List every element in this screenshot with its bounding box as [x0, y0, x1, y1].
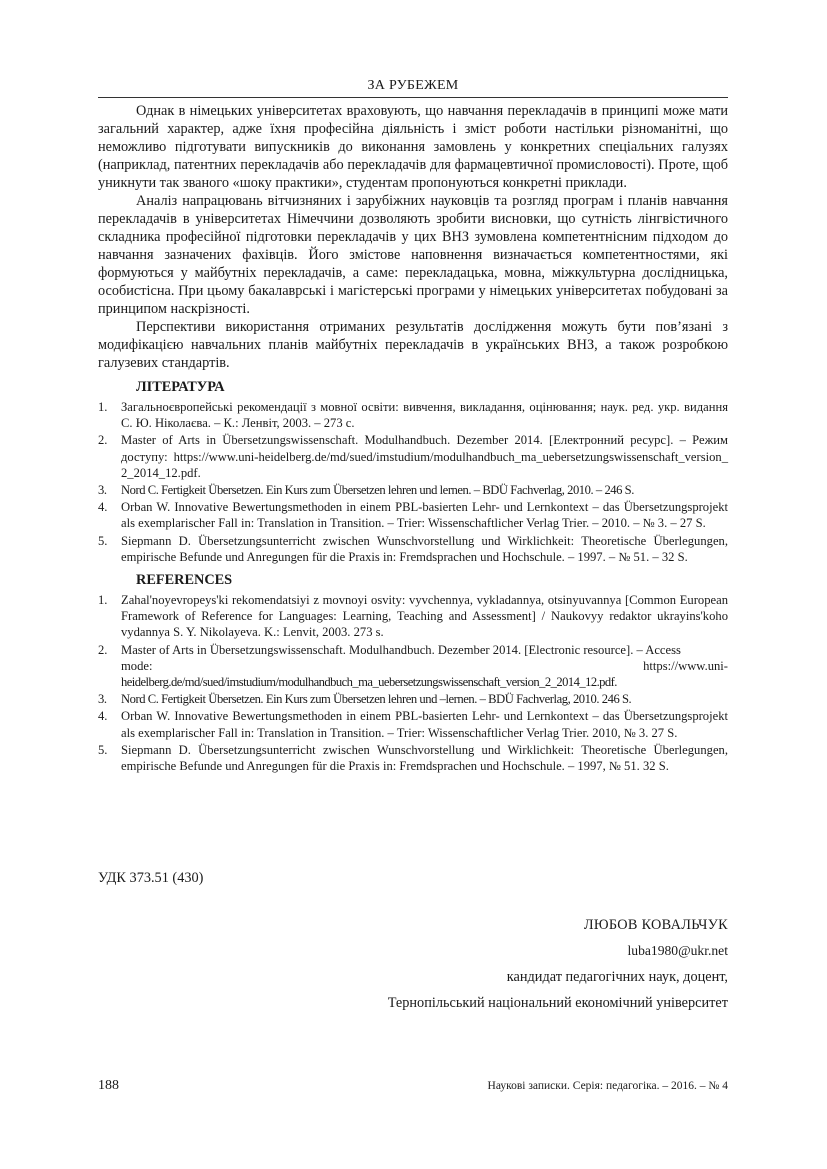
item-text: Master of Arts in Übersetzungswissenschaft. Modulhandbuch. Dezember 2014. [Electronic resource]. – Access: [121, 642, 681, 657]
item-text: Siepmann D. Übersetzungsunterricht zwischen Wunschvorstellung und Wirklichkeit: Theoretische Überlegungen, empirische Befunde und Anregungen für die Praxis in: Fremdsprachen und Hochschule. – 1997. – № 51. – 32 S.: [121, 533, 728, 564]
literature-title: ЛІТЕРАТУРА: [136, 379, 225, 395]
item-number: 3.: [98, 483, 107, 498]
item-text: Siepmann D. Übersetzungsunterricht zwischen Wunschvorstellung und Wirklichkeit: Theoretische Überlegungen, empirische Befunde und Anregungen für die Praxis in: Fremdsprachen und Hochschule. – 1997, № 51. 32 S.: [121, 742, 728, 774]
item-number: 5.: [98, 533, 108, 548]
author-degree: кандидат педагогічних наук, доцент,: [506, 969, 728, 985]
reference-item: [98, 708, 728, 740]
item-url[interactable]: https://www.uni-heidelberg.de/md/sued/imstudium/modulhandbuch_ma_uebersetzungswissenschaft_version_2_2014_12.pdf.: [121, 449, 728, 480]
reference-item: [98, 742, 728, 774]
item-number: 4.: [98, 500, 108, 515]
udc-code: УДК 373.51 (430): [98, 870, 204, 886]
literature-item: [98, 482, 728, 498]
reference-item: [98, 691, 728, 707]
page-content: [98, 76, 728, 775]
item-text: Zahal'noyevropeys'ki rekomendatsiyi z movnoyi osvity: vyvchennya, vykladannya, otsinyuvannya [Common European Framework of Reference for Languages: Learning, Teaching and Assessment] / Naukovyy redaktor ukrayins'koho vydannya S. Y. Nikolayeva. K.: Lenvit, 2003. 273 s.: [121, 593, 728, 640]
paragraph: Аналіз напрацювань вітчизняних і зарубіжних науковців та розгляд програм і планів навчання перекладачів в університетах Німеччини дозволяють зробити висновки, що сутність лінгвістичного складника професійної підготовки перекладачів у цих ВНЗ зумовлена компетентнісним підходом до навчання зазначених фахівців. Його змістове наповнення визначається компетентностями, які формуються у майбутніх перекладачів, а саме: перекладацька, мовна, міжкультурна дослідницька, особистісна. При цьому бакалаврські і магістерські програми у німецьких університетах побудовані за принципом наскрізності.: [98, 193, 728, 317]
item-url-start[interactable]: https://www.uni-: [643, 658, 728, 673]
literature-item: [98, 399, 728, 431]
item-number: 2.: [98, 642, 108, 657]
item-text: Orban W. Innovative Bewertungsmethoden in einem PBL-basierten Lehr- und Lernkontext – das Übersetzungsprojekt als exemplarischer Fall in: Translation in Transition. – Trier: Wissenschaftlicher Verlag Trier. 2010, № 3. 27 S.: [121, 709, 728, 740]
reference-item: [98, 642, 728, 691]
item-text: Nord C. Fertigkeit Übersetzen. Ein Kurs zum Übersetzen lehren und lernen. – BDÜ Fachverlag, 2010. – 246 S.: [121, 483, 634, 498]
running-head: ЗА РУБЕЖЕМ: [367, 78, 459, 93]
paragraph: Однак в німецьких університетах враховують, що навчання перекладачів в принципі може мати загальний характер, адже їхня професійна діяльність і зміст роботи настільки різноманітні, що неможливо підготувати випускників до виконання замовлень у конкретних спеціальних галузях (наприклад, патентних перекладачів або перекладачів для фармацевтичної промисловості). Проте, щоб уникнути так званого «шоку практики», студентам пропонуються конкретні приклади.: [98, 103, 728, 191]
paragraph: Перспективи використання отриманих результатів дослідження можуть бути пов’язані з модифікацією навчальних планів майбутніх перекладачів в українських ВНЗ, а також розробкою галузевих стандартів.: [98, 319, 728, 371]
author-block: [388, 912, 728, 1016]
references-title: REFERENCES: [136, 572, 233, 589]
page-number: 188: [98, 1078, 119, 1093]
item-number: 4.: [98, 709, 108, 724]
literature-item: [98, 499, 728, 531]
item-number: 1.: [98, 400, 108, 414]
author-affiliation: Тернопільський національний економічний університет: [387, 995, 728, 1011]
author-name: ЛЮБОВ КОВАЛЬЧУК: [583, 917, 728, 933]
references-list: [98, 592, 728, 774]
reference-item: [98, 592, 728, 641]
item-number: 5.: [98, 742, 108, 757]
item-text: Master of Arts in Übersetzungswissenschaft. Modulhandbuch. Dezember 2014. [Електронний ресурс]. – Режим доступу:: [121, 433, 728, 464]
item-number: 2.: [98, 433, 108, 448]
item-number: 1.: [98, 593, 108, 608]
journal-name: Наукові записки. Серія: педагогіка. – 2016. – № 4: [487, 1080, 728, 1092]
literature-list: [98, 399, 728, 565]
item-text: Nord C. Fertigkeit Übersetzen. Ein Kurs zum Übersetzen lehren und –lernen. – BDÜ Fachverlag, 2010. 246 S.: [121, 692, 632, 707]
literature-item: [98, 533, 728, 565]
literature-item: [98, 432, 728, 481]
access-mode-line: [121, 658, 728, 674]
access-mode-label: mode:: [121, 658, 153, 673]
author-email[interactable]: luba1980@ukr.net: [627, 943, 728, 958]
item-number: 3.: [98, 692, 107, 707]
item-text: Orban W. Innovative Bewertungsmethoden in einem PBL-basierten Lehr- und Lernkontext – das Übersetzungsprojekt als exemplarischer Fall in: Translation in Transition. – Trier: Wissenschaftlicher Verlag Trier. – 2010. – № 3. – 27 S.: [121, 500, 728, 531]
body-text: [98, 102, 728, 372]
item-url-rest[interactable]: heidelberg.de/md/sued/imstudium/modulhandbuch_ma_uebersetzungswissenschaft_version_2_2014_12.pdf.: [121, 675, 617, 690]
header-rule: [98, 97, 728, 98]
item-text: Загальноєвропейські рекомендації з мовної освіти: вивчення, викладання, оцінювання; наук. ред. укр. видання С. Ю. Ніколаєва. – К.: Ленвіт, 2003. – 273 с.: [121, 400, 728, 431]
